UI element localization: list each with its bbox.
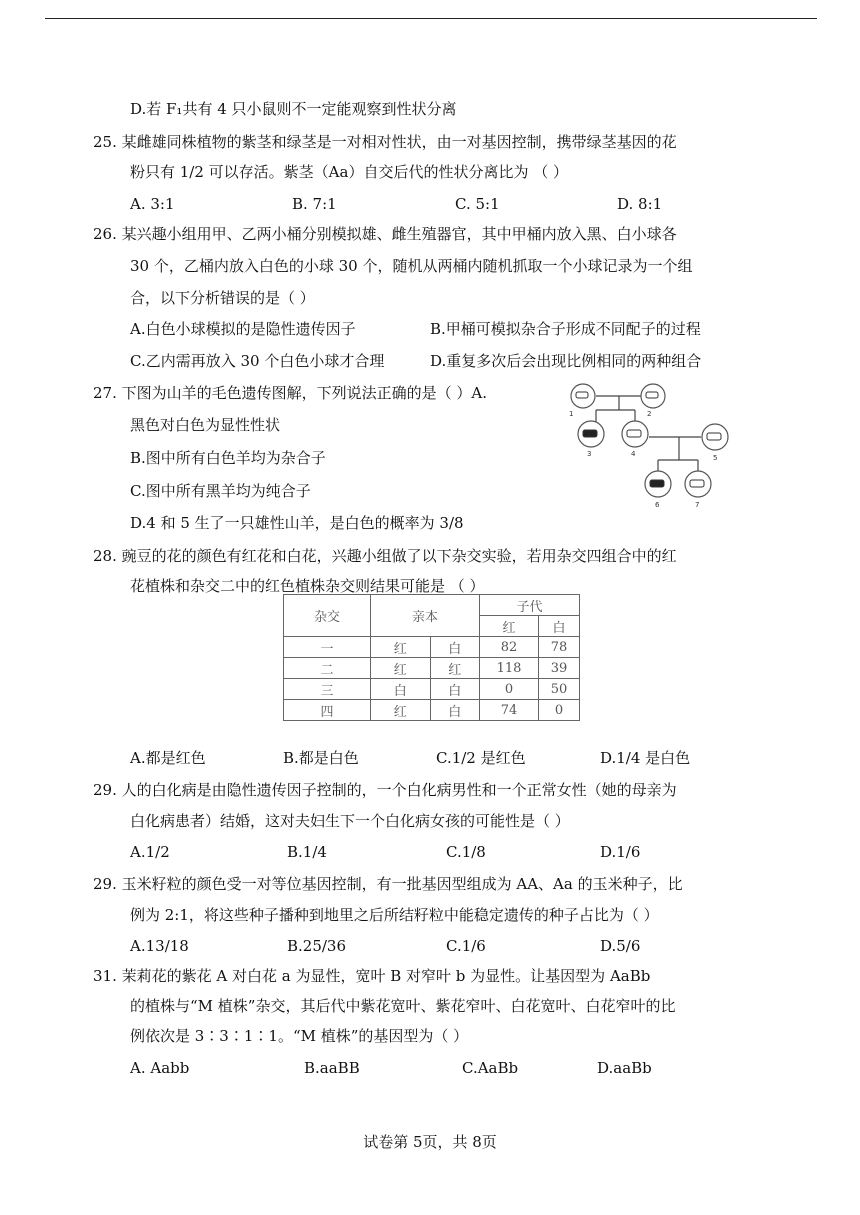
cell: 白 [430, 637, 479, 658]
cell: 50 [539, 679, 580, 700]
q25-option-b: B. 7:1 [292, 195, 337, 213]
pedigree-label-4: 4 [631, 450, 636, 458]
q26-line-3: 合，以下分析错误的是（ ） [130, 289, 315, 307]
pedigree-label-6: 6 [655, 501, 660, 509]
pedigree-label-2: 2 [647, 410, 652, 418]
cell: 白 [430, 700, 479, 721]
q26-option-d: D.重复多次后会出现比例相同的两种组合 [430, 352, 702, 370]
table-row [284, 658, 580, 679]
table-row [284, 700, 580, 721]
q29b-option-b: B.25/36 [287, 937, 347, 955]
table-row [284, 679, 580, 700]
pedigree-label-7: 7 [695, 501, 700, 509]
q29a-option-a: A.1/2 [130, 843, 170, 861]
q28-option-b: B.都是白色 [283, 749, 359, 767]
q31-option-a: A. Aabb [130, 1059, 190, 1077]
cell: 118 [480, 658, 539, 679]
q29a-line-2: 白化病患者）结婚，这对夫妇生下一个白化病女孩的可能性是（ ） [130, 812, 570, 830]
q26-option-b: B.甲桶可模拟杂合子形成不同配子的过程 [430, 320, 701, 338]
cell: 红 [371, 658, 431, 679]
q29b-option-a: A.13/18 [130, 937, 189, 955]
cell: 一 [284, 637, 371, 658]
th-cross: 杂交 [284, 595, 371, 637]
q29a-option-b: B.1/4 [287, 843, 327, 861]
q26-option-a: A.白色小球模拟的是隐性遗传因子 [130, 320, 356, 338]
table-row [284, 637, 580, 658]
cell: 红 [430, 658, 479, 679]
cell: 0 [539, 700, 580, 721]
cell: 74 [480, 700, 539, 721]
q25-line-1: 25. 某雌雄同株植物的紫茎和绿茎是一对相对性状，由一对基因控制，携带绿茎基因的花 [93, 133, 677, 151]
q24-option-d: D.若 F₁共有 4 只小鼠则不一定能观察到性状分离 [130, 100, 457, 118]
q27-option-d: D.4 和 5 生了一只雄性山羊，是白色的概率为 3/8 [130, 514, 464, 532]
cell: 39 [539, 658, 580, 679]
cell: 二 [284, 658, 371, 679]
q29b-option-c: C.1/6 [446, 937, 486, 955]
q26-option-c: C.乙内需再放入 30 个白色小球才合理 [130, 352, 385, 370]
q27-line-2: 黑色对白色为显性性状 [130, 416, 281, 434]
th-parent: 亲本 [371, 595, 480, 637]
q31-line-1: 31. 茉莉花的紫花 A 对白花 a 为显性，宽叶 B 对窄叶 b 为显性。让基因型为 AaBb [93, 967, 651, 985]
q29a-option-c: C.1/8 [446, 843, 486, 861]
q25-option-a: A. 3:1 [130, 195, 175, 213]
pedigree-label-5: 5 [713, 454, 718, 462]
q29b-option-d: D.5/6 [600, 937, 641, 955]
q31-option-b: B.aaBB [304, 1059, 360, 1077]
q28-line-2: 花植株和杂交二中的红色植株杂交则结果可能是 （ ） [130, 577, 485, 595]
cell: 四 [284, 700, 371, 721]
cell: 红 [371, 637, 431, 658]
q31-option-c: C.AaBb [462, 1059, 519, 1077]
q27-option-c: C.图中所有黑羊均为纯合子 [130, 482, 311, 500]
q29b-line-2: 例为 2:1，将这些种子播种到地里之后所结籽粒中能稳定遗传的种子占比为（ ） [130, 906, 659, 924]
q28-option-d: D.1/4 是白色 [600, 749, 691, 767]
cell: 白 [371, 679, 431, 700]
q26-line-1: 26. 某兴趣小组用甲、乙两小桶分别模拟雄、雌生殖器官，其中甲桶内放入黑、白小球各 [93, 225, 677, 243]
q31-line-2: 的植株与“M 植株”杂交，其后代中紫花宽叶、紫花窄叶、白花宽叶、白花窄叶的比 [130, 997, 676, 1015]
q25-option-d: D. 8:1 [617, 195, 663, 213]
cell: 78 [539, 637, 580, 658]
q31-line-3: 例依次是 3∶3∶1∶1。“M 植株”的基因型为（ ） [130, 1027, 469, 1045]
pedigree-label-3: 3 [587, 450, 592, 458]
th-offspring: 子代 [480, 595, 580, 616]
q28-line-1: 28. 豌豆的花的颜色有红花和白花，兴趣小组做了以下杂交实验，若用杂交四组合中的红 [93, 547, 677, 565]
cell: 红 [371, 700, 431, 721]
q26-line-2: 30 个，乙桶内放入白色的小球 30 个，随机从两桶内随机抓取一个小球记录为一个组 [130, 257, 693, 275]
q25-option-c: C. 5:1 [455, 195, 500, 213]
th-white: 白 [539, 616, 580, 637]
q29b-line-1: 29. 玉米籽粒的颜色受一对等位基因控制，有一批基因型组成为 AA、Aa 的玉米种子，比 [93, 875, 683, 893]
cell: 三 [284, 679, 371, 700]
cell: 0 [480, 679, 539, 700]
cell: 白 [430, 679, 479, 700]
goat-pedigree-diagram [563, 382, 763, 514]
q25-line-2: 粉只有 1/2 可以存活。紫茎（Aa）自交后代的性状分离比为 （ ） [130, 163, 568, 181]
q28-option-c: C.1/2 是红色 [436, 749, 526, 767]
cell: 82 [480, 637, 539, 658]
cross-experiment-table [283, 594, 580, 721]
q29a-line-1: 29. 人的白化病是由隐性遗传因子控制的，一个白化病男性和一个正常女性（她的母亲为 [93, 781, 677, 799]
q29a-option-d: D.1/6 [600, 843, 641, 861]
page-footer: 试卷第 5页，共 8页 [363, 1133, 497, 1151]
th-red: 红 [480, 616, 539, 637]
pedigree-label-1: 1 [569, 410, 574, 418]
header-rule [45, 18, 817, 19]
q27-option-b: B.图中所有白色羊均为杂合子 [130, 449, 326, 467]
q31-option-d: D.aaBb [597, 1059, 652, 1077]
q27-line-1: 27. 下图为山羊的毛色遗传图解，下列说法正确的是（ ）A. [93, 384, 487, 402]
q28-option-a: A.都是红色 [130, 749, 206, 767]
